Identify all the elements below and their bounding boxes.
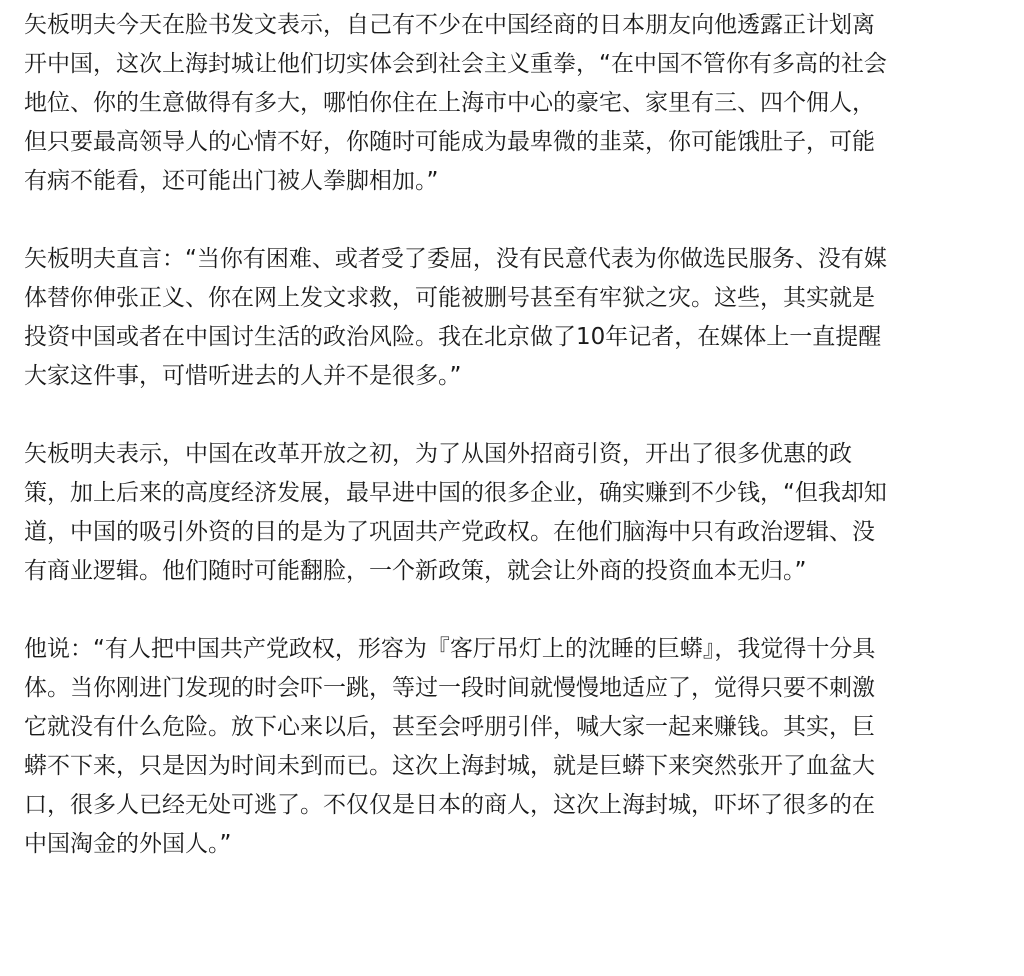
text-line: 有商业逻辑。他们随时可能翻脸，一个新政策，就会让外商的投资血本无归。”: [24, 558, 807, 584]
text-line: 口，很多人已经无处可逃了。不仅仅是日本的商人，这次上海封城，吓坏了很多的在: [24, 792, 875, 818]
text-line: 大家这件事，可惜听进去的人并不是很多。”: [24, 363, 462, 389]
text-line: 蟒不下来，只是因为时间未到而已。这次上海封城，就是巨蟒下来突然张开了血盆大: [24, 753, 875, 779]
paragraph-4: [24, 630, 1008, 864]
text-line: 他说：“有人把中国共产党政权，形容为『客厅吊灯上的沈睡的巨蟒』，我觉得十分具: [24, 636, 876, 662]
text-line: 有病不能看，还可能出门被人拳脚相加。”: [24, 168, 439, 194]
text-line: 开中国，这次上海封城让他们切实体会到社会主义重拳，“在中国不管你有多高的社会: [24, 51, 887, 77]
text-line: 策，加上后来的高度经济发展，最早进中国的很多企业，确实赚到不少钱，“但我却知: [24, 480, 887, 506]
text-line: 体。当你刚进门发现的时会吓一跳，等过一段时间就慢慢地适应了，觉得只要不刺激: [24, 675, 875, 701]
text-line: 它就没有什么危险。放下心来以后，甚至会呼朋引伴，喊大家一起来赚钱。其实，巨: [24, 714, 875, 740]
paragraph-1: [24, 0, 1008, 201]
text-line: 矢板明夫表示，中国在改革开放之初，为了从国外招商引资，开出了很多优惠的政: [24, 441, 852, 467]
text-line: 道，中国的吸引外资的目的是为了巩固共产党政权。在他们脑海中只有政治逻辑、没: [24, 519, 875, 545]
text-line: 体替你伸张正义、你在网上发文求救，可能被删号甚至有牢狱之灾。这些，其实就是: [24, 285, 875, 311]
text-line: 地位、你的生意做得有多大，哪怕你住在上海市中心的豪宅、家里有三、四个佣人，: [24, 90, 875, 116]
paragraph-2: [24, 240, 1008, 396]
text-line: 矢板明夫今天在脸书发文表示，自己有不少在中国经商的日本朋友向他透露正计划离: [24, 12, 875, 38]
text-line: 中国淘金的外国人。”: [24, 831, 232, 857]
text-line: 投资中国或者在中国讨生活的政治风险。我在北京做了10年记者，在媒体上一直提醒: [24, 324, 882, 350]
text-line: 但只要最高领导人的心情不好，你随时可能成为最卑微的韭菜，你可能饿肚子，可能: [24, 129, 875, 155]
paragraph-3: [24, 435, 1008, 591]
text-line: 矢板明夫直言：“当你有困难、或者受了委屈，没有民意代表为你做选民服务、没有媒: [24, 246, 887, 272]
